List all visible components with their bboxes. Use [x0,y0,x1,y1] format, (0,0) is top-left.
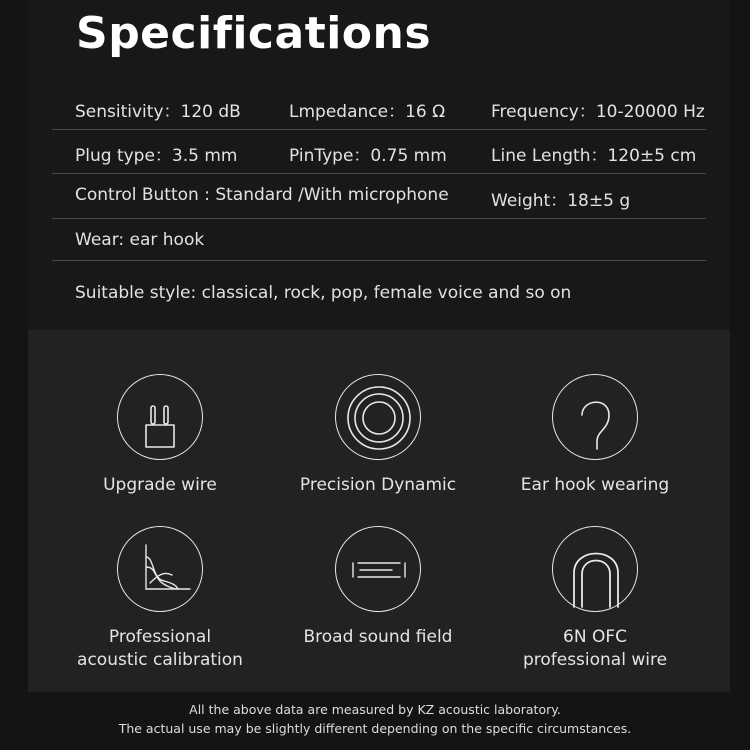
divider [52,260,706,261]
feature-acoustic-calibration [60,526,260,672]
ear-hook-icon [552,374,638,460]
spec-control-button: Control Button : Standard /With microphone [75,185,449,205]
sound-field-icon [335,526,421,612]
spec-wear: Wear: ear hook [75,230,205,250]
spec-suitable-style: Suitable style: classical, rock, pop, female voice and so on [75,283,572,303]
spec-impedance: Lmpedance：16 Ω [289,102,446,122]
spec-plug-type: Plug type：3.5 mm [75,146,238,166]
feature-label: Ear hook wearing [520,475,670,495]
calibration-curve-icon [117,526,203,612]
spec-frequency: Frequency：10-20000 Hz [491,102,705,122]
spec-pin-type: PinType：0.75 mm [289,146,447,166]
divider [52,173,706,174]
feature-ear-hook-wearing [495,374,695,497]
feature-label-line: professional wire [522,650,668,670]
feature-label-line: acoustic calibration [77,650,243,670]
feature-precision-dynamic [278,374,478,497]
page-title: Specifications [76,8,432,59]
divider [52,129,706,130]
footer-line: All the above data are measured by KZ acoustic laboratory. [189,702,561,717]
footer-line: The actual use may be slightly different depending on the specific circumstances. [118,721,632,736]
feature-upgrade-wire [60,374,260,497]
wire-arch-icon [552,526,638,612]
feature-label: Upgrade wire [103,475,217,495]
plug-icon [117,374,203,460]
feature-label: Precision Dynamic [299,475,457,495]
feature-label: Broad sound field [303,627,453,647]
feature-label [60,626,260,672]
feature-label-line: Professional [108,627,212,647]
spec-line-length: Line Length：120±5 cm [491,146,697,166]
dynamic-driver-icon [335,374,421,460]
feature-label [495,626,695,672]
divider [52,218,706,219]
feature-6n-ofc-wire [495,526,695,672]
spec-sensitivity: Sensitivity：120 dB [75,102,241,122]
feature-broad-sound-field [278,526,478,649]
feature-label-line: 6N OFC [563,627,627,647]
footer-note [0,700,750,738]
spec-weight: Weight：18±5 g [491,191,631,211]
